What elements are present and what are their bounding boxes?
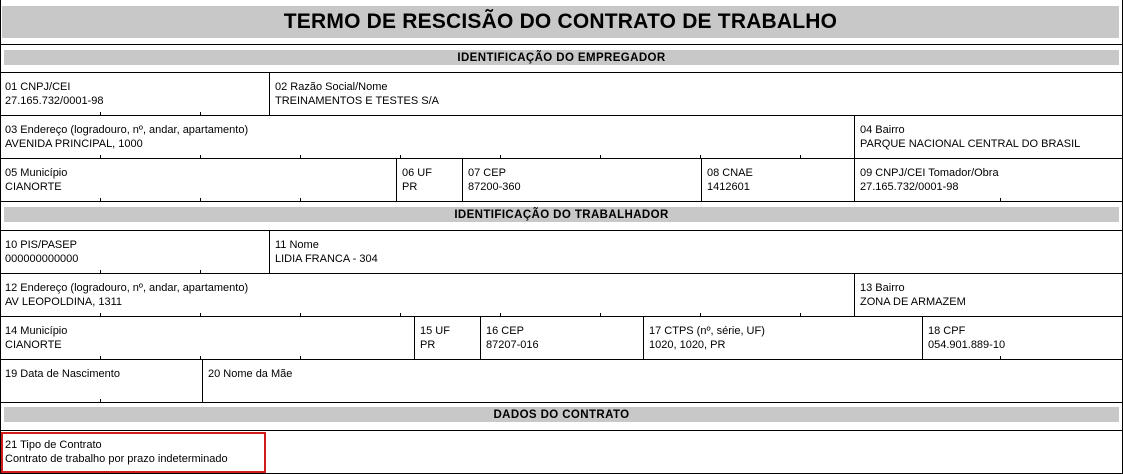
section-header-trabalhador: IDENTIFICAÇÃO DO TRABALHADOR [4, 207, 1119, 222]
field-value: 1020, 1020, PR [649, 339, 726, 351]
field-label: 04 Bairro [860, 124, 905, 136]
field-value: 1412601 [707, 181, 750, 193]
field-label: 02 Razão Social/Nome [275, 81, 388, 93]
field-value: 054.901.889-10 [928, 339, 1006, 351]
field-label: 01 CNPJ/CEI [5, 81, 71, 93]
form-row-12-13 [0, 273, 1123, 317]
field-16-cep [480, 317, 643, 360]
field-label: 19 Data de Nascimento [5, 368, 120, 380]
field-05-municipio [0, 159, 396, 202]
field-label: 20 Nome da Mãe [208, 368, 293, 380]
field-15-uf [414, 317, 480, 360]
field-label: 08 CNAE [707, 167, 753, 179]
field-value: CIANORTE [5, 181, 62, 193]
field-label: 18 CPF [928, 325, 966, 337]
field-value: 27.165.732/0001-98 [860, 181, 959, 193]
field-label: 14 Município [5, 325, 68, 337]
field-value: 27.165.732/0001-98 [5, 95, 104, 107]
field-04-bairro [854, 116, 1123, 159]
field-value: 000000000000 [5, 253, 79, 265]
field-value: LIDIA FRANCA - 304 [275, 253, 378, 265]
document-title: TERMO DE RESCISÃO DO CONTRATO DE TRABALHO [2, 6, 1119, 38]
field-label: 16 CEP [486, 325, 524, 337]
form-row-03-04 [0, 115, 1123, 159]
field-07-cep [462, 159, 701, 202]
field-value: PR [402, 181, 418, 193]
field-20-nome-mae [202, 360, 1123, 403]
field-value: TREINAMENTOS E TESTES S/A [275, 95, 440, 107]
field-label: 21 Tipo de Contrato [5, 439, 102, 451]
field-14-municipio [0, 317, 414, 360]
field-label: 06 UF [402, 167, 432, 179]
field-17-ctps [643, 317, 922, 360]
field-03-endereco [0, 116, 854, 159]
form-row-14-18 [0, 316, 1123, 360]
field-value: 87207-016 [486, 339, 539, 351]
field-08-cnae [701, 159, 854, 202]
field-label: 03 Endereço (logradouro, nº, andar, apartamento) [5, 124, 249, 136]
section-header-contrato: DADOS DO CONTRATO [4, 407, 1119, 422]
field-label: 11 Nome [275, 239, 319, 251]
field-01-cnpj [0, 73, 269, 116]
field-label: 10 PIS/PASEP [5, 239, 77, 251]
field-value: ZONA DE ARMAZEM [860, 296, 966, 308]
field-06-uf [396, 159, 462, 202]
field-label: 17 CTPS (nº, série, UF) [649, 325, 765, 337]
field-value: AV LEOPOLDINA, 1311 [5, 296, 122, 308]
field-value: PARQUE NACIONAL CENTRAL DO BRASIL [860, 138, 1081, 150]
field-label: 12 Endereço (logradouro, nº, andar, apartamento) [5, 282, 249, 294]
field-13-bairro [854, 274, 1123, 317]
field-value: Contrato de trabalho por prazo indeterminado [5, 453, 228, 465]
field-label: 15 UF [420, 325, 450, 337]
field-12-endereco [0, 274, 854, 317]
form-row-19-20 [0, 359, 1123, 403]
field-19-data-nascimento [0, 360, 202, 403]
field-10-pis [0, 231, 269, 274]
field-value: PR [420, 339, 436, 351]
field-value: 87200-360 [468, 181, 521, 193]
field-value: AVENIDA PRINCIPAL, 1000 [5, 138, 143, 150]
field-18-cpf [922, 317, 1123, 360]
form-row-10-11 [0, 230, 1123, 274]
field-label: 13 Bairro [860, 282, 905, 294]
field-label: 09 CNPJ/CEI Tomador/Obra [860, 167, 999, 179]
form-row-05-09 [0, 158, 1123, 202]
form-row-01-02 [0, 72, 1123, 116]
field-02-razao-social [269, 73, 1123, 116]
section-header-empregador: IDENTIFICAÇÃO DO EMPREGADOR [4, 50, 1119, 65]
field-value: CIANORTE [5, 339, 62, 351]
highlight-box [1, 432, 266, 473]
field-11-nome [269, 231, 1123, 274]
field-09-tomador-obra [854, 159, 1123, 202]
field-label: 07 CEP [468, 167, 506, 179]
field-label: 05 Município [5, 167, 68, 179]
